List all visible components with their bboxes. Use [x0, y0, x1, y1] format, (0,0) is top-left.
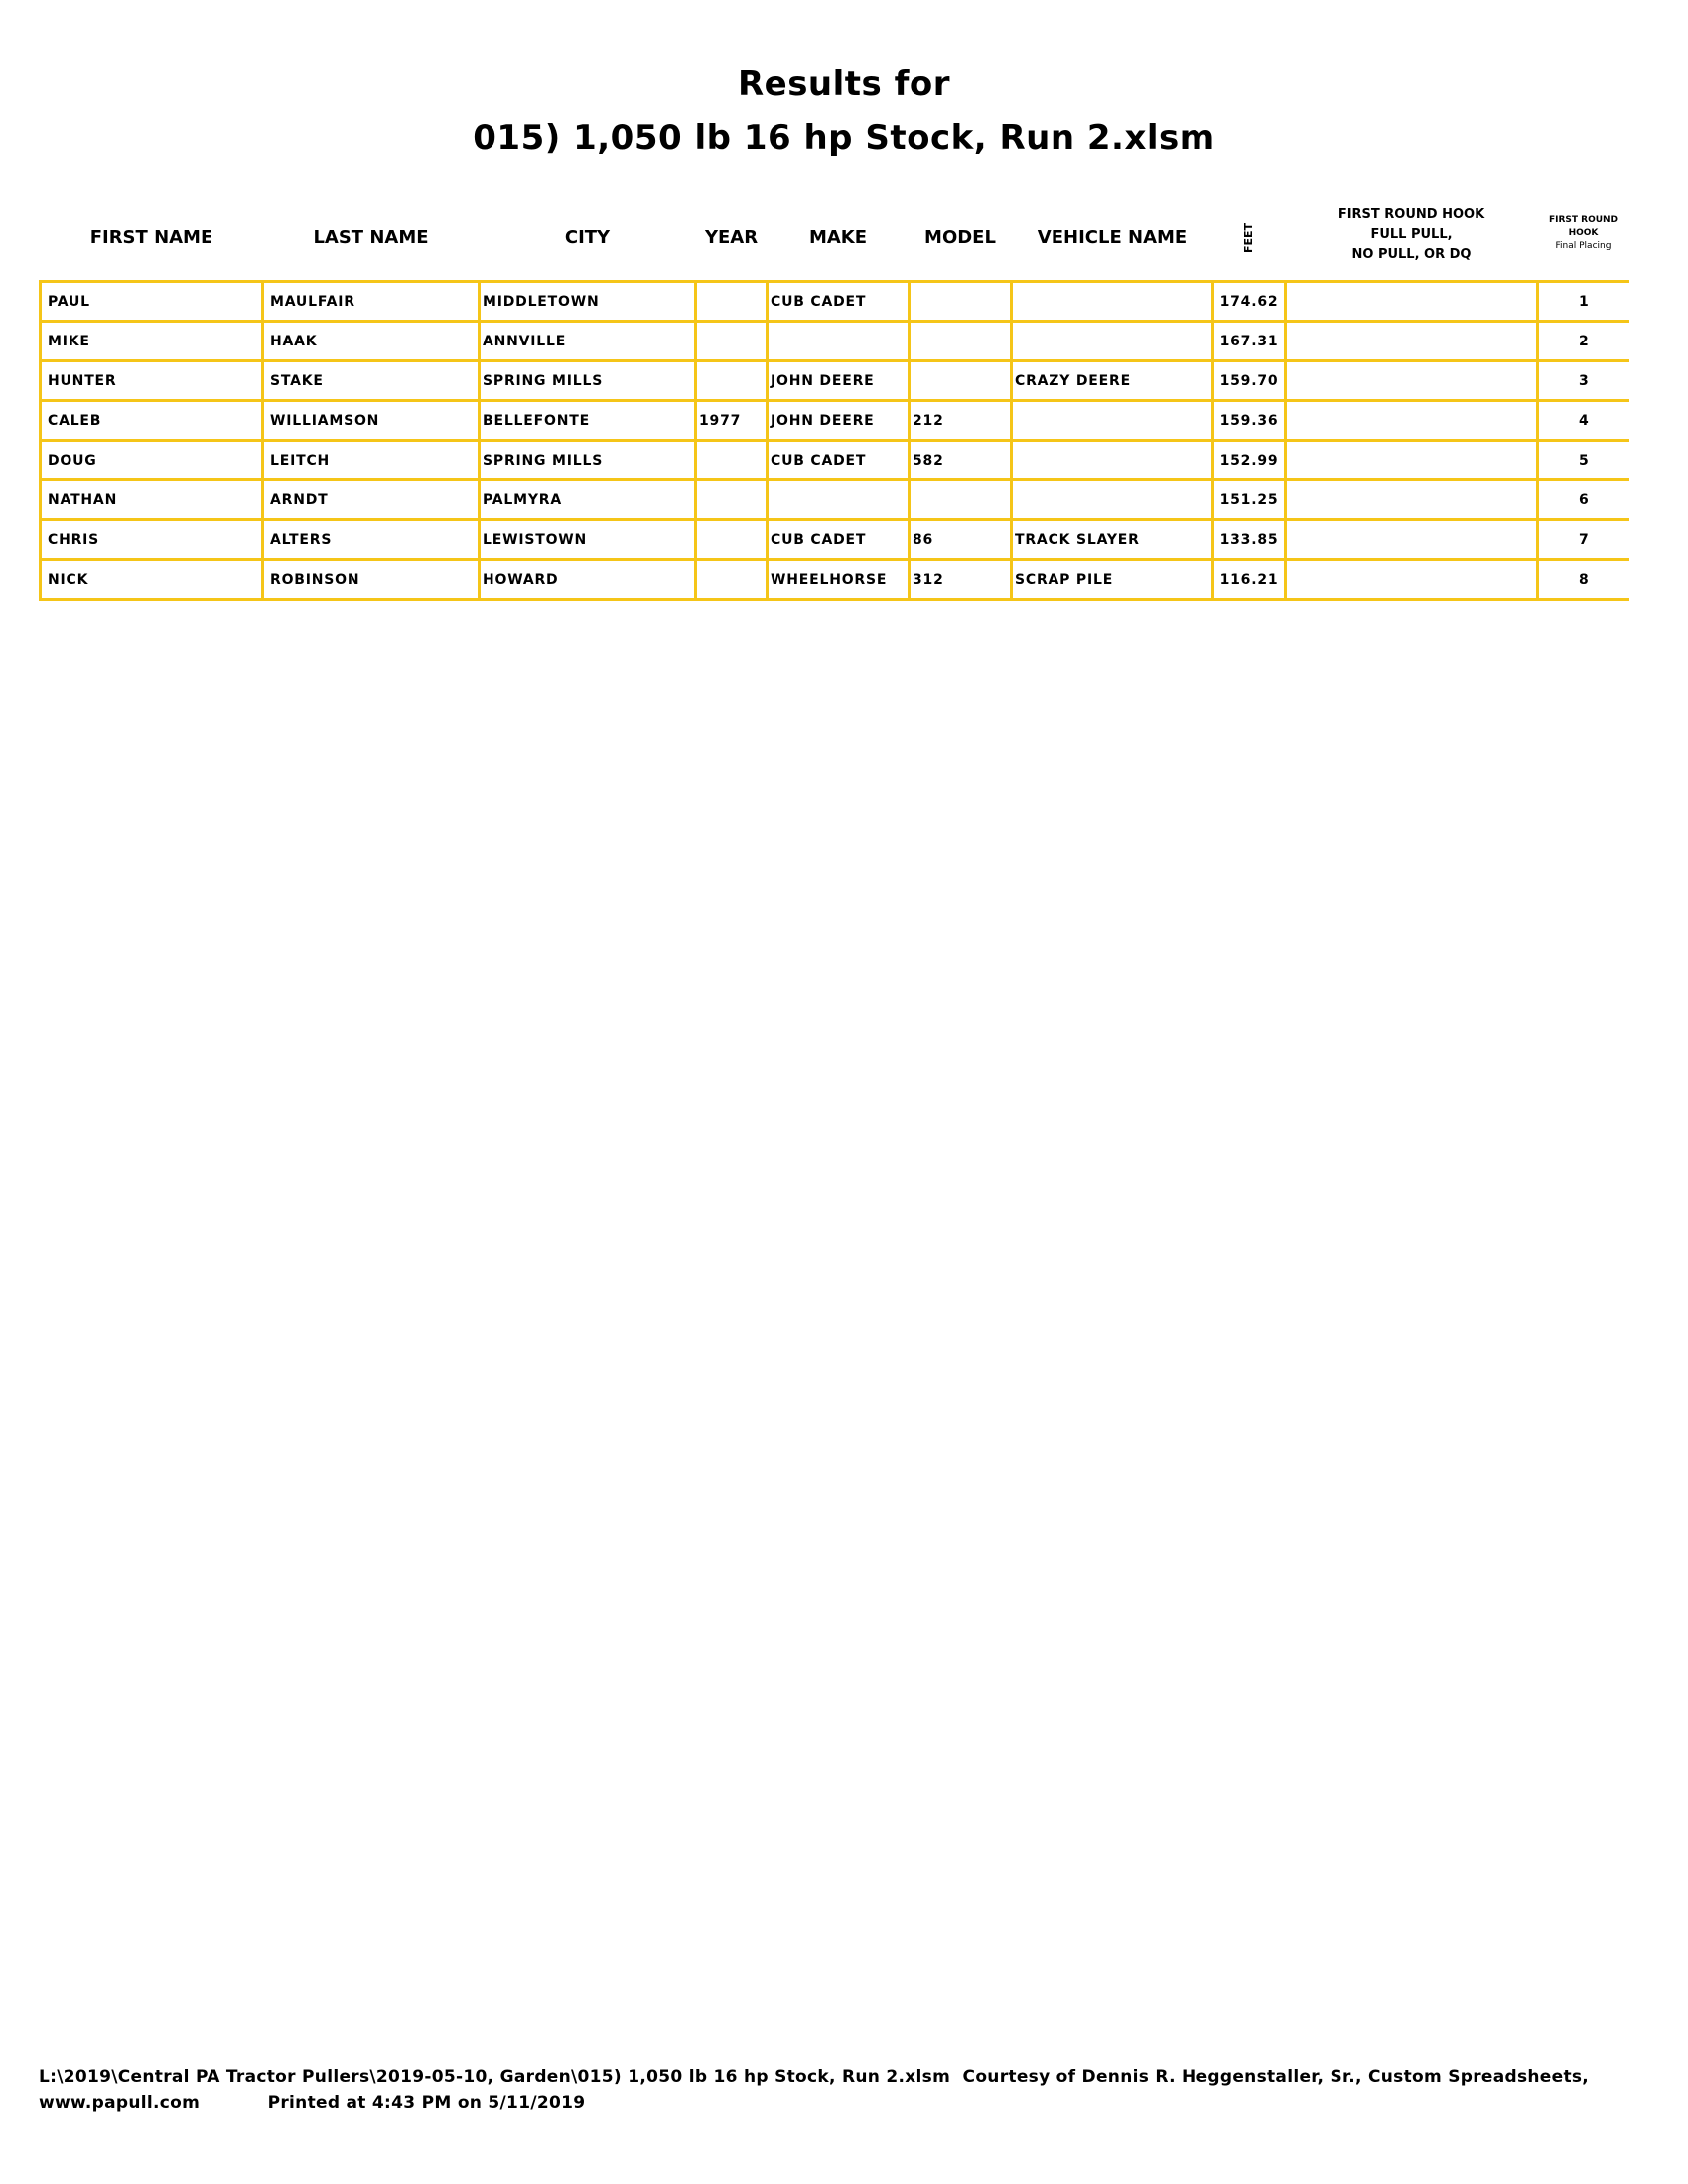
cell-model: 582: [910, 441, 1012, 480]
cell-year: [696, 361, 768, 401]
cell-hook: [1286, 401, 1538, 441]
cell-vehicle-name: TRACK SLAYER: [1012, 520, 1213, 560]
table-row: [41, 441, 1629, 480]
cell-feet: 167.31: [1213, 322, 1286, 361]
cell-make: [768, 322, 910, 361]
cell-vehicle-name: [1012, 322, 1213, 361]
table-row: [41, 480, 1629, 520]
header-first-round-placing-line-1: FIRST ROUND: [1548, 214, 1618, 225]
table-row: [41, 282, 1629, 322]
title-line-1: Results for: [737, 65, 951, 104]
cell-first-name: CHRIS: [41, 520, 263, 560]
cell-feet: 133.85: [1213, 520, 1286, 560]
cell-model: 312: [910, 560, 1012, 600]
cell-make: [768, 480, 910, 520]
cell-make: CUB CADET: [768, 520, 910, 560]
footer-second-line: [39, 2090, 1589, 2116]
cell-hook: [1286, 361, 1538, 401]
table-body: [41, 282, 1629, 600]
cell-city: SPRING MILLS: [480, 441, 696, 480]
table-row: [41, 520, 1629, 560]
cell-place: 8: [1538, 560, 1629, 600]
header-first-round-hook-line-1: FIRST ROUND HOOK: [1337, 207, 1485, 222]
cell-first-name: NICK: [41, 560, 263, 600]
title-line-2: 015) 1,050 lb 16 hp Stock, Run 2.xlsm: [473, 118, 1215, 158]
cell-hook: [1286, 480, 1538, 520]
cell-year: [696, 560, 768, 600]
cell-year: 1977: [696, 401, 768, 441]
cell-feet: 152.99: [1213, 441, 1286, 480]
cell-model: 212: [910, 401, 1012, 441]
cell-model: 86: [910, 520, 1012, 560]
cell-place: 4: [1538, 401, 1629, 441]
footer-path-line: L:\2019\Central PA Tractor Pullers\2019-05-10, Garden\015) 1,050 lb 16 hp Stock, Run 2.xlsm Courtesy of Dennis R. Heggenstaller, Sr., Custom Spreadsheets,: [39, 2067, 1590, 2087]
cell-year: [696, 480, 768, 520]
cell-year: [696, 282, 768, 322]
cell-vehicle-name: [1012, 401, 1213, 441]
cell-hook: [1286, 322, 1538, 361]
header-feet-label: FEET: [1241, 222, 1255, 254]
cell-first-name: PAUL: [41, 282, 263, 322]
cell-model: [910, 322, 1012, 361]
footer-website: www.papull.com: [39, 2093, 201, 2113]
cell-place: 7: [1538, 520, 1629, 560]
cell-last-name: ARNDT: [263, 480, 480, 520]
cell-place: 5: [1538, 441, 1629, 480]
cell-place: 1: [1538, 282, 1629, 322]
cell-vehicle-name: SCRAP PILE: [1012, 560, 1213, 600]
cell-hook: [1286, 282, 1538, 322]
header-last-name: LAST NAME: [313, 227, 429, 248]
cell-year: [696, 520, 768, 560]
cell-vehicle-name: [1012, 282, 1213, 322]
cell-year: [696, 322, 768, 361]
cell-place: 2: [1538, 322, 1629, 361]
cell-last-name: LEITCH: [263, 441, 480, 480]
cell-make: CUB CADET: [768, 282, 910, 322]
cell-feet: 174.62: [1213, 282, 1286, 322]
cell-first-name: HUNTER: [41, 361, 263, 401]
cell-city: HOWARD: [480, 560, 696, 600]
cell-feet: 159.36: [1213, 401, 1286, 441]
cell-model: [910, 282, 1012, 322]
cell-feet: 151.25: [1213, 480, 1286, 520]
cell-city: BELLEFONTE: [480, 401, 696, 441]
table-row: [41, 560, 1629, 600]
cell-last-name: ALTERS: [263, 520, 480, 560]
cell-city: PALMYRA: [480, 480, 696, 520]
header-vehicle-name: VEHICLE NAME: [1037, 227, 1188, 248]
footer-printed-at: Printed at 4:43 PM on 5/11/2019: [267, 2093, 586, 2113]
cell-last-name: STAKE: [263, 361, 480, 401]
cell-last-name: ROBINSON: [263, 560, 480, 600]
cell-model: [910, 361, 1012, 401]
cell-make: CUB CADET: [768, 441, 910, 480]
header-first-round-placing: [1538, 197, 1629, 282]
cell-make: JOHN DEERE: [768, 401, 910, 441]
header-year: YEAR: [704, 227, 759, 248]
table-header: [41, 197, 1629, 282]
cell-model: [910, 480, 1012, 520]
header-first-round-placing-line-2: HOOK: [1568, 227, 1599, 238]
cell-city: MIDDLETOWN: [480, 282, 696, 322]
cell-make: WHEELHORSE: [768, 560, 910, 600]
cell-vehicle-name: [1012, 441, 1213, 480]
cell-place: 6: [1538, 480, 1629, 520]
results-table: [39, 197, 1629, 601]
table-row: [41, 401, 1629, 441]
header-feet: [1213, 197, 1286, 282]
cell-year: [696, 441, 768, 480]
cell-feet: 116.21: [1213, 560, 1286, 600]
cell-last-name: WILLIAMSON: [263, 401, 480, 441]
header-first-round-hook: [1286, 197, 1538, 282]
header-first-round-hook-line-3: NO PULL, OR DQ: [1351, 247, 1472, 262]
table-row: [41, 361, 1629, 401]
cell-city: SPRING MILLS: [480, 361, 696, 401]
cell-vehicle-name: [1012, 480, 1213, 520]
footer: [39, 2064, 1589, 2116]
cell-place: 3: [1538, 361, 1629, 401]
header-first-round-hook-line-2: FULL PULL,: [1370, 227, 1453, 242]
header-make: MAKE: [808, 227, 868, 248]
cell-first-name: MIKE: [41, 322, 263, 361]
cell-feet: 159.70: [1213, 361, 1286, 401]
cell-hook: [1286, 441, 1538, 480]
cell-first-name: DOUG: [41, 441, 263, 480]
header-model: MODEL: [924, 227, 996, 248]
footer-spacer: [200, 2093, 267, 2113]
cell-hook: [1286, 520, 1538, 560]
header-row: [41, 197, 1629, 282]
cell-first-name: CALEB: [41, 401, 263, 441]
cell-last-name: HAAK: [263, 322, 480, 361]
cell-last-name: MAULFAIR: [263, 282, 480, 322]
header-city: CITY: [564, 227, 611, 248]
cell-city: ANNVILLE: [480, 322, 696, 361]
title-block: [0, 58, 1688, 165]
cell-make: JOHN DEERE: [768, 361, 910, 401]
header-first-round-placing-line-3: Final Placing: [1555, 240, 1612, 251]
cell-vehicle-name: CRAZY DEERE: [1012, 361, 1213, 401]
cell-first-name: NATHAN: [41, 480, 263, 520]
cell-hook: [1286, 560, 1538, 600]
header-first-name: FIRST NAME: [89, 227, 213, 248]
cell-city: LEWISTOWN: [480, 520, 696, 560]
table-row: [41, 322, 1629, 361]
